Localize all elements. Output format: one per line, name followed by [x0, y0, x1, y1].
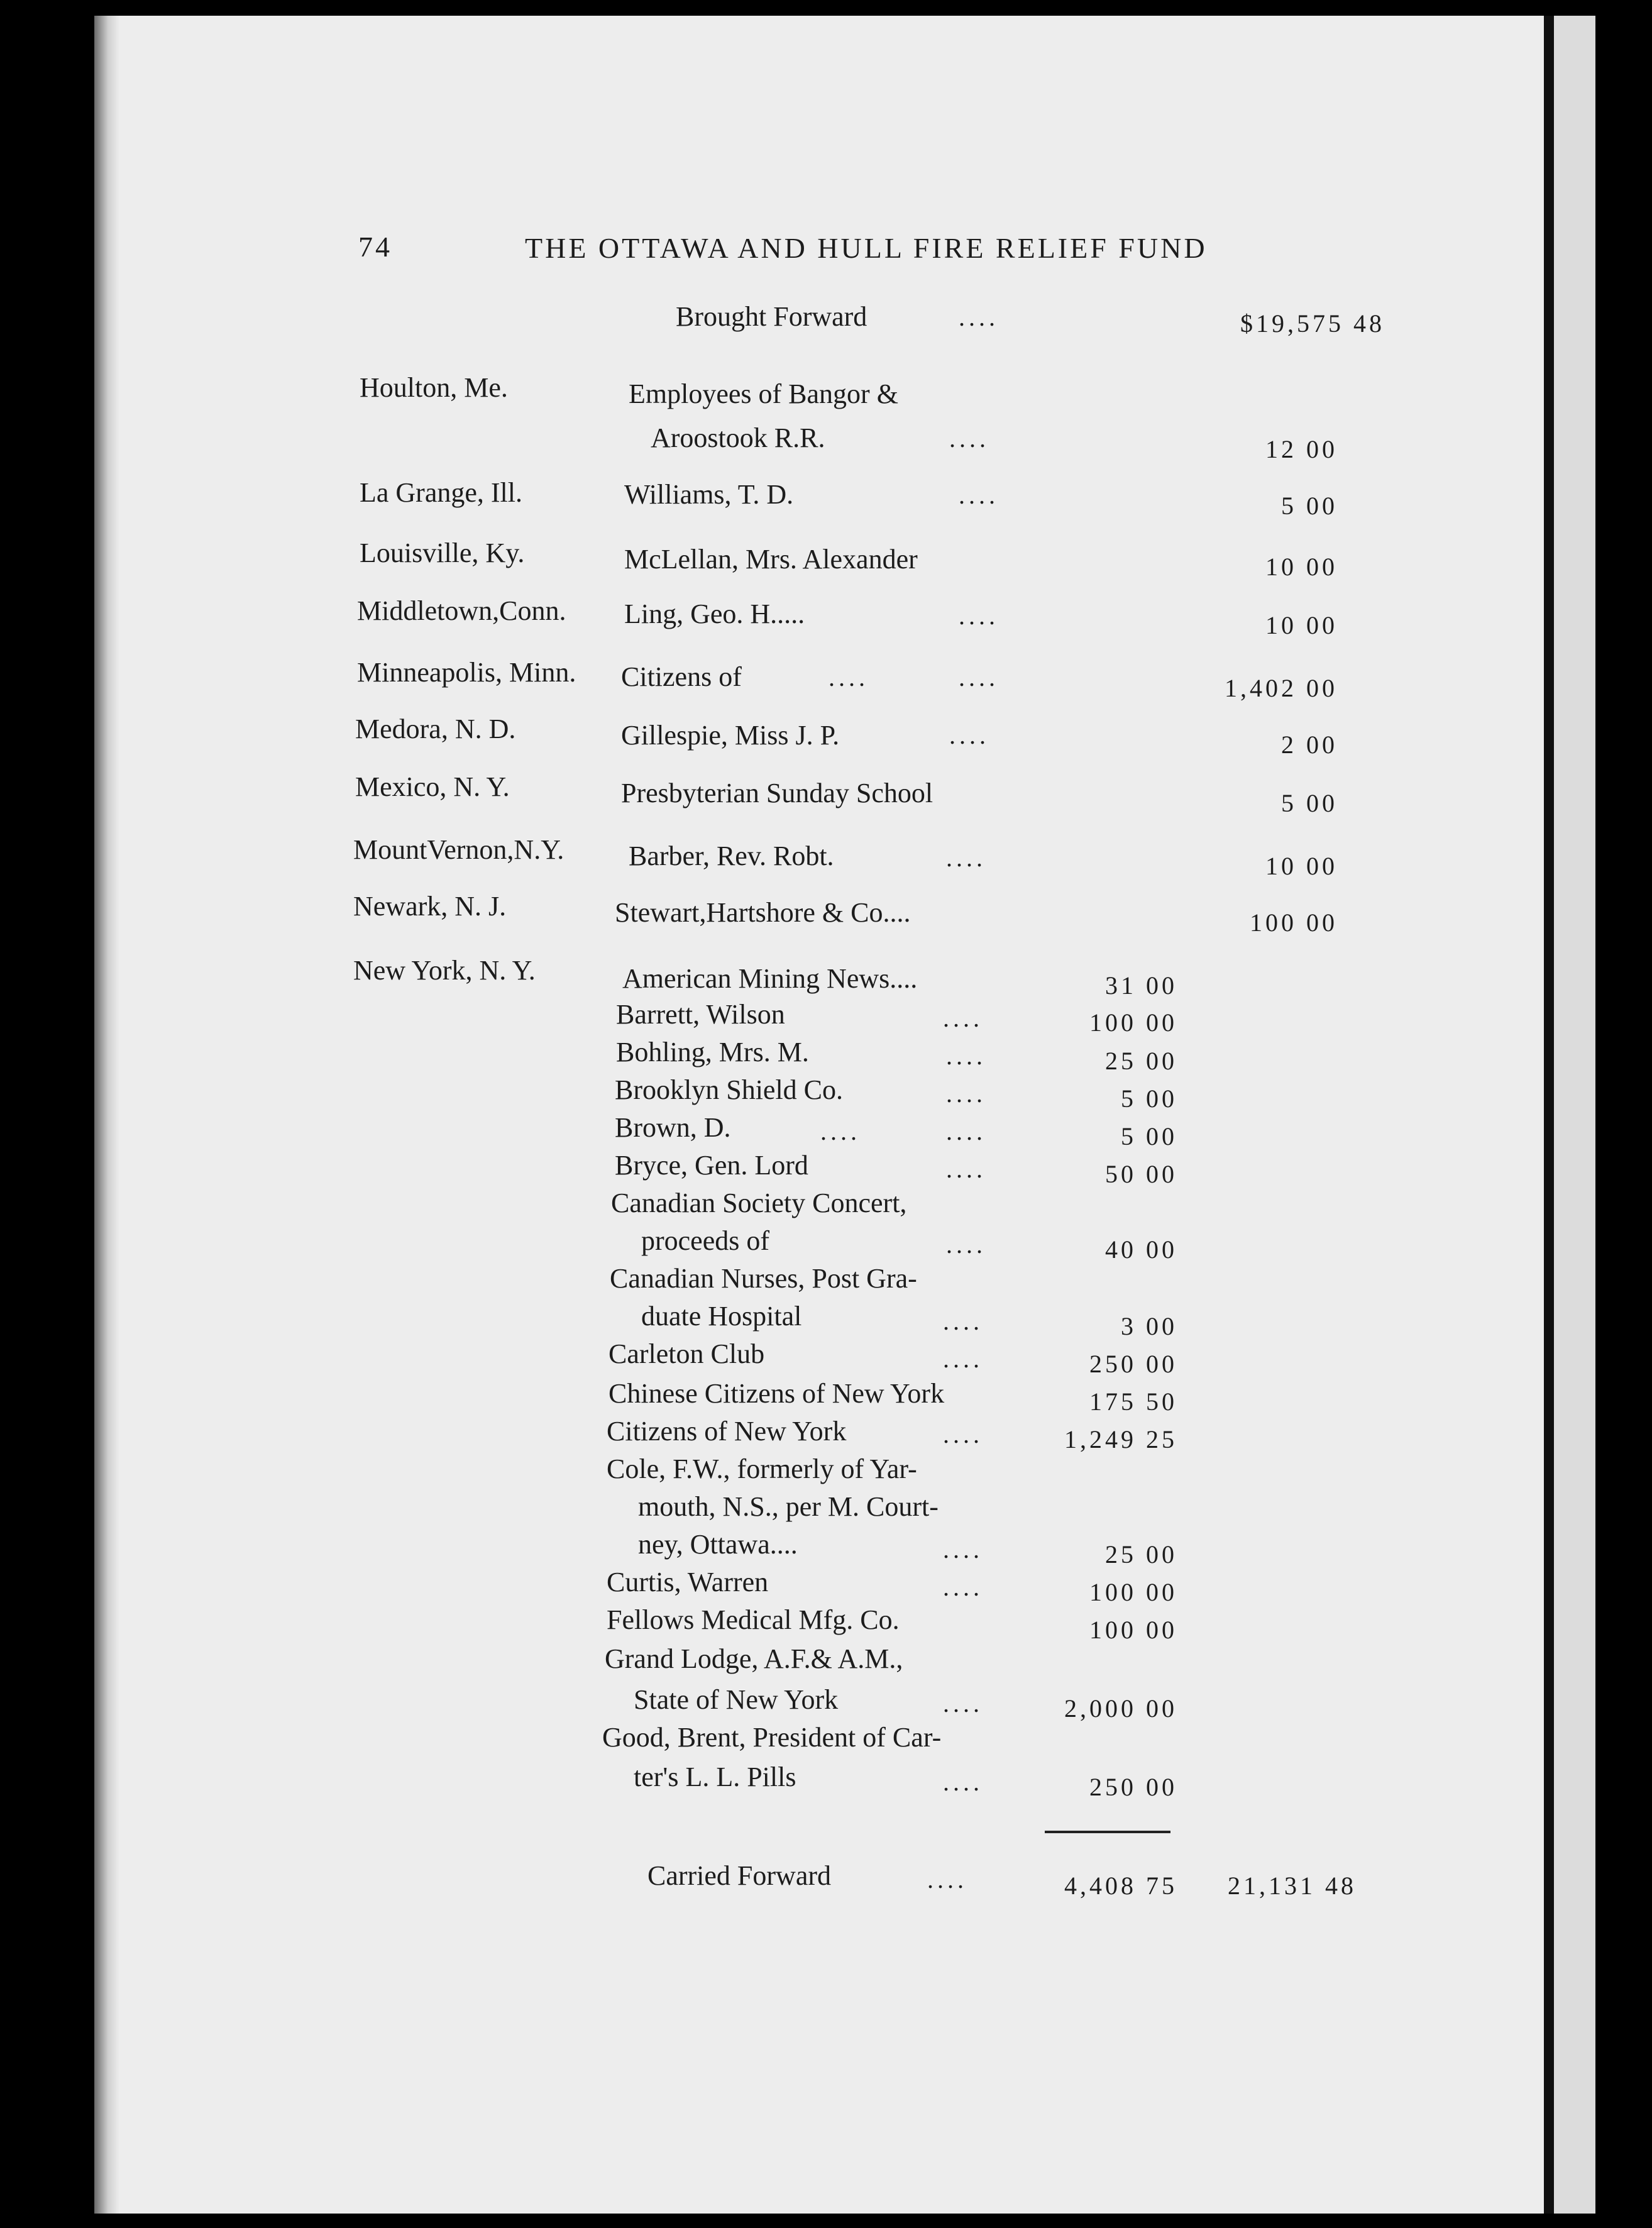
ny-item-name: Canadian Nurses, Post Gra- [610, 1263, 917, 1294]
entry-amount: 2 00 [1281, 731, 1338, 759]
entry-dots: .... [946, 844, 986, 872]
entry-name: McLellan, Mrs. Alexander [624, 544, 918, 575]
running-title: THE OTTAWA AND HULL FIRE RELIEF FUND [525, 232, 1208, 264]
entry-amount: 10 00 [1265, 611, 1338, 639]
brought-forward-label: Brought Forward [676, 301, 867, 332]
entry-name: Ling, Geo. H..... [624, 598, 805, 629]
ny-item-name-cont: duate Hospital [641, 1301, 802, 1332]
entry-name: Citizens of [621, 661, 742, 692]
carried-forward-dots: .... [927, 1865, 967, 1894]
ny-item-name: Bohling, Mrs. M. [616, 1037, 809, 1067]
ny-item-name: Barrett, Wilson [616, 999, 785, 1030]
entry-amount: 1,402 00 [1225, 674, 1338, 702]
brought-forward-dots: .... [959, 303, 999, 331]
ny-item-dots: .... [943, 1768, 983, 1796]
entry-name: Williams, T. D. [624, 479, 794, 510]
entry-location: Louisville, Ky. [360, 538, 525, 568]
ny-item-amount: 175 50 [1089, 1387, 1177, 1416]
entry-name-cont: Aroostook R.R. [651, 422, 825, 453]
entry-dots: .... [949, 721, 989, 749]
ny-item-name: Curtis, Warren [607, 1567, 769, 1597]
ny-item-amount: 5 00 [1121, 1084, 1177, 1113]
entry-dots: .... [949, 424, 989, 453]
ny-item-dots: .... [943, 1535, 983, 1563]
entry-name: Presbyterian Sunday School [621, 778, 933, 808]
ny-item-amount: 2,000 00 [1064, 1694, 1177, 1723]
ny-item-dots: .... [946, 1155, 986, 1183]
entry-amount: 5 00 [1281, 789, 1338, 817]
entry-location: Newark, N. J. [353, 891, 507, 922]
ny-item-name-cont: ney, Ottawa.... [638, 1529, 798, 1560]
ny-item-dots: .... [943, 1345, 983, 1373]
ny-item-dots: .... [946, 1042, 986, 1070]
entry-dots: .... [829, 663, 869, 692]
ny-item-dots: .... [943, 1307, 983, 1335]
ny-item-amount: 25 00 [1105, 1540, 1177, 1569]
ny-item-amount: 40 00 [1105, 1235, 1177, 1264]
entry-amount: 100 00 [1250, 908, 1338, 937]
entry-location: Houlton, Me. [360, 372, 508, 403]
ny-item-dots: .... [820, 1117, 861, 1145]
ny-item-name-cont: mouth, N.S., per M. Court- [638, 1491, 939, 1522]
carried-forward-label: Carried Forward [647, 1860, 832, 1891]
ny-item-name: Canadian Society Concert, [611, 1188, 907, 1218]
entry-amount: 10 00 [1265, 852, 1338, 880]
ny-item-name-cont: proceeds of [641, 1225, 770, 1256]
carried-forward-total: 21,131 48 [1228, 1872, 1357, 1900]
ny-item-name: Good, Brent, President of Car- [602, 1722, 942, 1753]
ny-item-name: Citizens of New York [607, 1416, 847, 1447]
entry-amount: 12 00 [1265, 435, 1338, 463]
ny-item-amount: 3 00 [1121, 1312, 1177, 1340]
ny-item-name-cont: State of New York [634, 1684, 839, 1715]
entry-amount: 10 00 [1265, 553, 1338, 581]
entry-name: Barber, Rev. Robt. [629, 841, 834, 871]
ny-item-amount: 31 00 [1105, 971, 1177, 1000]
entry-dots: .... [959, 481, 999, 509]
ny-item-amount: 100 00 [1089, 1578, 1177, 1606]
ny-item-name: Brown, D. [615, 1112, 731, 1143]
next-page-edge [1553, 16, 1595, 2214]
ny-item-name: Bryce, Gen. Lord [615, 1150, 808, 1181]
page-edge [1544, 16, 1554, 2214]
entry-name: Gillespie, Miss J. P. [621, 720, 840, 751]
ny-item-amount: 250 00 [1089, 1773, 1177, 1801]
ny-item-dots: .... [943, 1573, 983, 1601]
brought-forward-amount: $19,575 48 [1240, 309, 1385, 338]
ny-item-name: Carleton Club [608, 1338, 765, 1369]
entry-amount: 5 00 [1281, 492, 1338, 520]
ny-item-amount: 5 00 [1121, 1122, 1177, 1150]
entry-name: Employees of Bangor & [629, 378, 898, 409]
page-number: 74 [358, 231, 392, 263]
gutter-shadow [94, 16, 119, 2214]
ny-item-dots: .... [943, 1004, 983, 1032]
ny-item-amount: 50 00 [1105, 1160, 1177, 1188]
entry-name: Stewart,Hartshore & Co.... [615, 897, 911, 928]
entry-location: MountVernon,N.Y. [353, 834, 564, 865]
ny-item-dots: .... [943, 1689, 983, 1718]
ny-item-name: Cole, F.W., formerly of Yar- [607, 1453, 917, 1484]
ny-item-amount: 1,249 25 [1064, 1425, 1177, 1453]
ny-item-amount: 25 00 [1105, 1047, 1177, 1075]
carried-forward-subtotal: 4,408 75 [1064, 1872, 1177, 1900]
ny-item-name: Brooklyn Shield Co. [615, 1074, 844, 1105]
entry-location: La Grange, Ill. [360, 477, 522, 508]
ny-item-name: Fellows Medical Mfg. Co. [607, 1604, 900, 1635]
entry-location: Middletown,Conn. [357, 595, 566, 626]
subtotal-rule [1045, 1831, 1170, 1833]
entry-location: Minneapolis, Minn. [357, 657, 576, 688]
ny-item-dots: .... [946, 1079, 986, 1108]
ny-item-name: Grand Lodge, A.F.& A.M., [605, 1643, 903, 1674]
ny-item-amount: 100 00 [1089, 1008, 1177, 1037]
ny-item-amount: 250 00 [1089, 1350, 1177, 1378]
entry-location: Mexico, N. Y. [355, 771, 510, 802]
ny-item-name: Chinese Citizens of New York [608, 1378, 945, 1409]
entry-dots: .... [959, 663, 999, 692]
entry-location: Medora, N. D. [355, 714, 516, 744]
ny-item-dots: .... [946, 1117, 986, 1145]
entry-dots: .... [959, 602, 999, 630]
ny-item-dots: .... [946, 1230, 986, 1259]
ny-item-name-cont: ter's L. L. Pills [634, 1762, 796, 1792]
ny-item-name: American Mining News.... [622, 963, 918, 994]
new-york-location: New York, N. Y. [353, 955, 536, 986]
ny-item-dots: .... [943, 1420, 983, 1448]
ny-item-amount: 100 00 [1089, 1616, 1177, 1644]
